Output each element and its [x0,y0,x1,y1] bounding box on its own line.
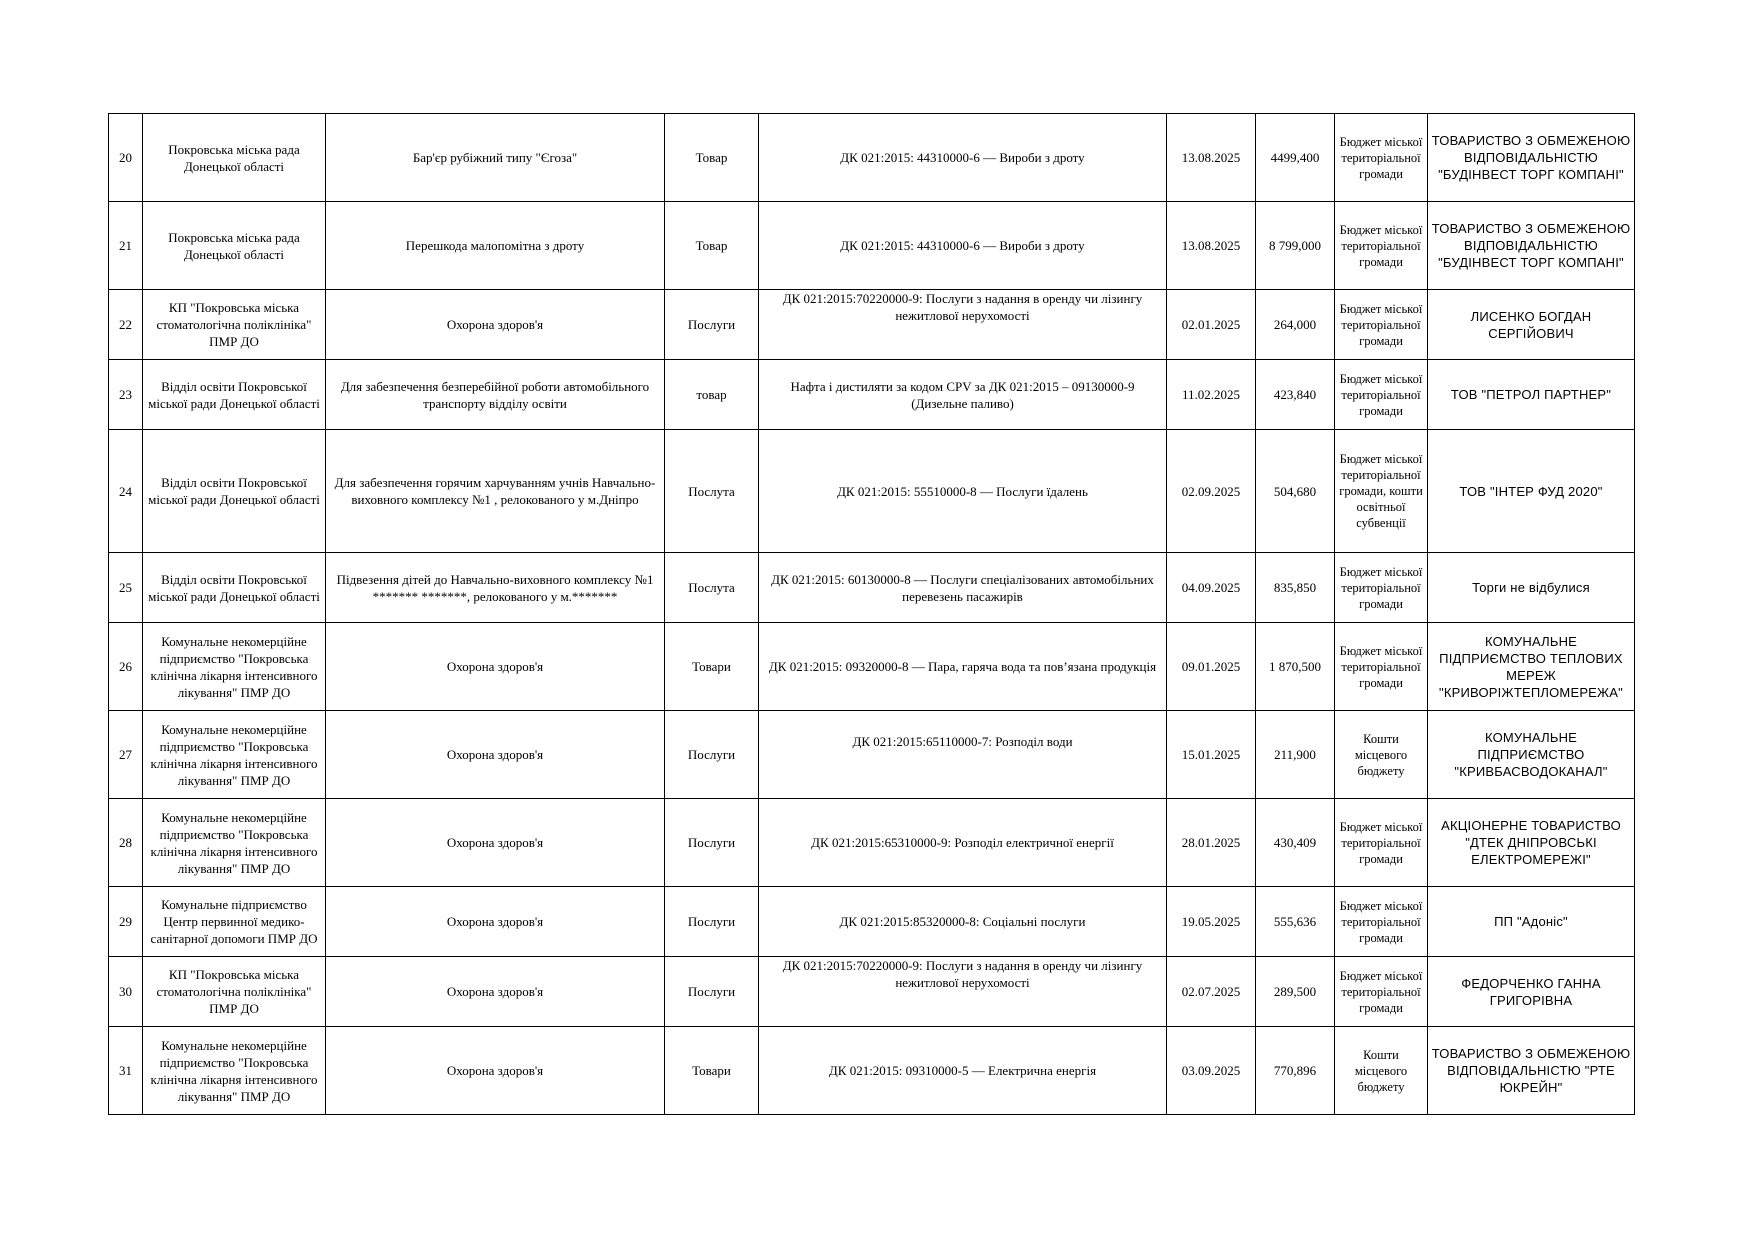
date-cell: 09.01.2025 [1167,623,1256,711]
supplier-cell: КОМУНАЛЬНЕ ПІДПРИЄМСТВО ТЕПЛОВИХ МЕРЕЖ "КРИВОРІЖТЕПЛОМЕРЕЖА" [1428,623,1635,711]
supplier-cell: КОМУНАЛЬНЕ ПІДПРИЄМСТВО "КРИВБАСВОДОКАНАЛ" [1428,711,1635,799]
date-cell: 02.07.2025 [1167,957,1256,1027]
customer-cell: Відділ освіти Покровської міської ради Донецької області [143,430,326,553]
customer-cell: КП "Покровська міська стоматологічна поліклініка" ПМР ДО [143,957,326,1027]
date-cell: 03.09.2025 [1167,1027,1256,1115]
subject-cell: Охорона здоров'я [326,1027,665,1115]
funding-cell: Кошти місцевого бюджету [1335,711,1428,799]
cpv-cell: ДК 021:2015:70220000-9: Послуги з надання в оренду чи лізингу нежитлової нерухомості [759,957,1167,1027]
date-cell: 28.01.2025 [1167,799,1256,887]
cpv-cell: ДК 021:2015:65310000-9: Розподіл електричної енергії [759,799,1167,887]
subject-cell: Охорона здоров'я [326,290,665,360]
subject-cell: Охорона здоров'я [326,887,665,957]
cpv-cell: ДК 021:2015: 09320000-8 — Пара, гаряча вода та пов’язана продукція [759,623,1167,711]
table-row [109,202,1635,290]
subject-cell: Охорона здоров'я [326,711,665,799]
cpv-cell: ДК 021:2015:85320000-8: Соціальні послуги [759,887,1167,957]
cpv-cell: ДК 021:2015: 44310000-6 — Вироби з дроту [759,114,1167,202]
row-number: 22 [109,290,143,360]
table-row [109,623,1635,711]
customer-cell: Покровська міська рада Донецької області [143,114,326,202]
cpv-cell: ДК 021:2015:65110000-7: Розподіл води [759,711,1167,799]
funding-cell: Бюджет міської територіальної громади, кошти освітньої субвенції [1335,430,1428,553]
funding-cell: Кошти місцевого бюджету [1335,1027,1428,1115]
table-row [109,430,1635,553]
table-row [109,711,1635,799]
funding-cell: Бюджет міської територіальної громади [1335,623,1428,711]
customer-cell: Комунальне некомерційне підприємство "Покровська клінічна лікарня інтенсивного лікування" ПМР ДО [143,711,326,799]
row-number: 25 [109,553,143,623]
type-cell: Послута [665,553,759,623]
row-number: 26 [109,623,143,711]
type-cell: Послуги [665,957,759,1027]
amount-cell: 289,500 [1256,957,1335,1027]
amount-cell: 8 799,000 [1256,202,1335,290]
table-row [109,360,1635,430]
funding-cell: Бюджет міської територіальної громади [1335,957,1428,1027]
cpv-cell: Нафта і дистиляти за кодом CPV за ДК 021:2015 – 09130000-9 (Дизельне паливо) [759,360,1167,430]
cpv-cell: ДК 021:2015:70220000-9: Послуги з надання в оренду чи лізингу нежитлової нерухомості [759,290,1167,360]
row-number: 20 [109,114,143,202]
subject-cell: Бар'єр рубіжний типу "Єгоза" [326,114,665,202]
row-number: 24 [109,430,143,553]
supplier-cell: АКЦІОНЕРНЕ ТОВАРИСТВО "ДТЕК ДНІПРОВСЬКІ ЕЛЕКТРОМЕРЕЖІ" [1428,799,1635,887]
customer-cell: Комунальне некомерційне підприємство "Покровська клінічна лікарня інтенсивного лікування" ПМР ДО [143,623,326,711]
funding-cell: Бюджет міської територіальної громади [1335,290,1428,360]
type-cell: Послуги [665,799,759,887]
table-row [109,553,1635,623]
supplier-cell: ТОВАРИСТВО З ОБМЕЖЕНОЮ ВІДПОВІДАЛЬНІСТЮ "РТЕ ЮКРЕЙН" [1428,1027,1635,1115]
supplier-cell: ТОВ "ПЕТРОЛ ПАРТНЕР" [1428,360,1635,430]
subject-cell: Перешкода малопомітна з дроту [326,202,665,290]
cpv-cell: ДК 021:2015: 60130000-8 — Послуги спеціалізованих автомобільних перевезень пасажирів [759,553,1167,623]
table-row [109,114,1635,202]
customer-cell: Відділ освіти Покровської міської ради Донецької області [143,360,326,430]
funding-cell: Бюджет міської територіальної громади [1335,799,1428,887]
subject-cell: Для забезпечення безперебійної роботи автомобільного транспорту відділу освіти [326,360,665,430]
amount-cell: 4499,400 [1256,114,1335,202]
type-cell: Послуги [665,290,759,360]
row-number: 27 [109,711,143,799]
date-cell: 13.08.2025 [1167,202,1256,290]
supplier-cell: ТОВ "ІНТЕР ФУД 2020" [1428,430,1635,553]
type-cell: Послуги [665,711,759,799]
table-row [109,290,1635,360]
date-cell: 15.01.2025 [1167,711,1256,799]
date-cell: 02.09.2025 [1167,430,1256,553]
supplier-cell: Торги не відбулися [1428,553,1635,623]
supplier-cell: ЛИСЕНКО БОГДАН СЕРГІЙОВИЧ [1428,290,1635,360]
row-number: 21 [109,202,143,290]
row-number: 30 [109,957,143,1027]
type-cell: Товари [665,1027,759,1115]
subject-cell: Підвезення дітей до Навчально-виховного комплексу №1 ******* *******, релокованого у м.******* [326,553,665,623]
row-number: 29 [109,887,143,957]
subject-cell: Для забезпечення горячим харчуванням учнів Навчально-виховного комплексу №1 , релокованого у м.Дніпро [326,430,665,553]
funding-cell: Бюджет міської територіальної громади [1335,360,1428,430]
customer-cell: Комунальне некомерційне підприємство "Покровська клінічна лікарня інтенсивного лікування" ПМР ДО [143,799,326,887]
amount-cell: 504,680 [1256,430,1335,553]
date-cell: 13.08.2025 [1167,114,1256,202]
cpv-cell: ДК 021:2015: 09310000-5 — Електрична енергія [759,1027,1167,1115]
amount-cell: 264,000 [1256,290,1335,360]
supplier-cell: ТОВАРИСТВО З ОБМЕЖЕНОЮ ВІДПОВІДАЛЬНІСТЮ "БУДІНВЕСТ ТОРГ КОМПАНІ" [1428,114,1635,202]
table-row [109,799,1635,887]
subject-cell: Охорона здоров'я [326,623,665,711]
customer-cell: Комунальне підприємство Центр первинної медико-санітарної допомоги ПМР ДО [143,887,326,957]
amount-cell: 835,850 [1256,553,1335,623]
type-cell: Послута [665,430,759,553]
subject-cell: Охорона здоров'я [326,957,665,1027]
type-cell: Товар [665,114,759,202]
customer-cell: Покровська міська рада Донецької області [143,202,326,290]
customer-cell: Відділ освіти Покровської міської ради Донецької області [143,553,326,623]
amount-cell: 211,900 [1256,711,1335,799]
table-row [109,957,1635,1027]
supplier-cell: ПП "Адоніс" [1428,887,1635,957]
funding-cell: Бюджет міської територіальної громади [1335,887,1428,957]
row-number: 28 [109,799,143,887]
funding-cell: Бюджет міської територіальної громади [1335,114,1428,202]
row-number: 23 [109,360,143,430]
cpv-cell: ДК 021:2015: 55510000-8 — Послуги їдалень [759,430,1167,553]
type-cell: Товари [665,623,759,711]
procurement-table [108,113,1635,1115]
amount-cell: 430,409 [1256,799,1335,887]
customer-cell: КП "Покровська міська стоматологічна поліклініка" ПМР ДО [143,290,326,360]
amount-cell: 423,840 [1256,360,1335,430]
type-cell: Послуги [665,887,759,957]
table-row [109,1027,1635,1115]
type-cell: Товар [665,202,759,290]
funding-cell: Бюджет міської територіальної громади [1335,202,1428,290]
amount-cell: 555,636 [1256,887,1335,957]
amount-cell: 770,896 [1256,1027,1335,1115]
row-number: 31 [109,1027,143,1115]
date-cell: 02.01.2025 [1167,290,1256,360]
amount-cell: 1 870,500 [1256,623,1335,711]
date-cell: 04.09.2025 [1167,553,1256,623]
table-row [109,887,1635,957]
type-cell: товар [665,360,759,430]
funding-cell: Бюджет міської територіальної громади [1335,553,1428,623]
date-cell: 19.05.2025 [1167,887,1256,957]
cpv-cell: ДК 021:2015: 44310000-6 — Вироби з дроту [759,202,1167,290]
supplier-cell: ТОВАРИСТВО З ОБМЕЖЕНОЮ ВІДПОВІДАЛЬНІСТЮ "БУДІНВЕСТ ТОРГ КОМПАНІ" [1428,202,1635,290]
date-cell: 11.02.2025 [1167,360,1256,430]
subject-cell: Охорона здоров'я [326,799,665,887]
supplier-cell: ФЕДОРЧЕНКО ГАННА ГРИГОРІВНА [1428,957,1635,1027]
customer-cell: Комунальне некомерційне підприємство "Покровська клінічна лікарня інтенсивного лікування" ПМР ДО [143,1027,326,1115]
